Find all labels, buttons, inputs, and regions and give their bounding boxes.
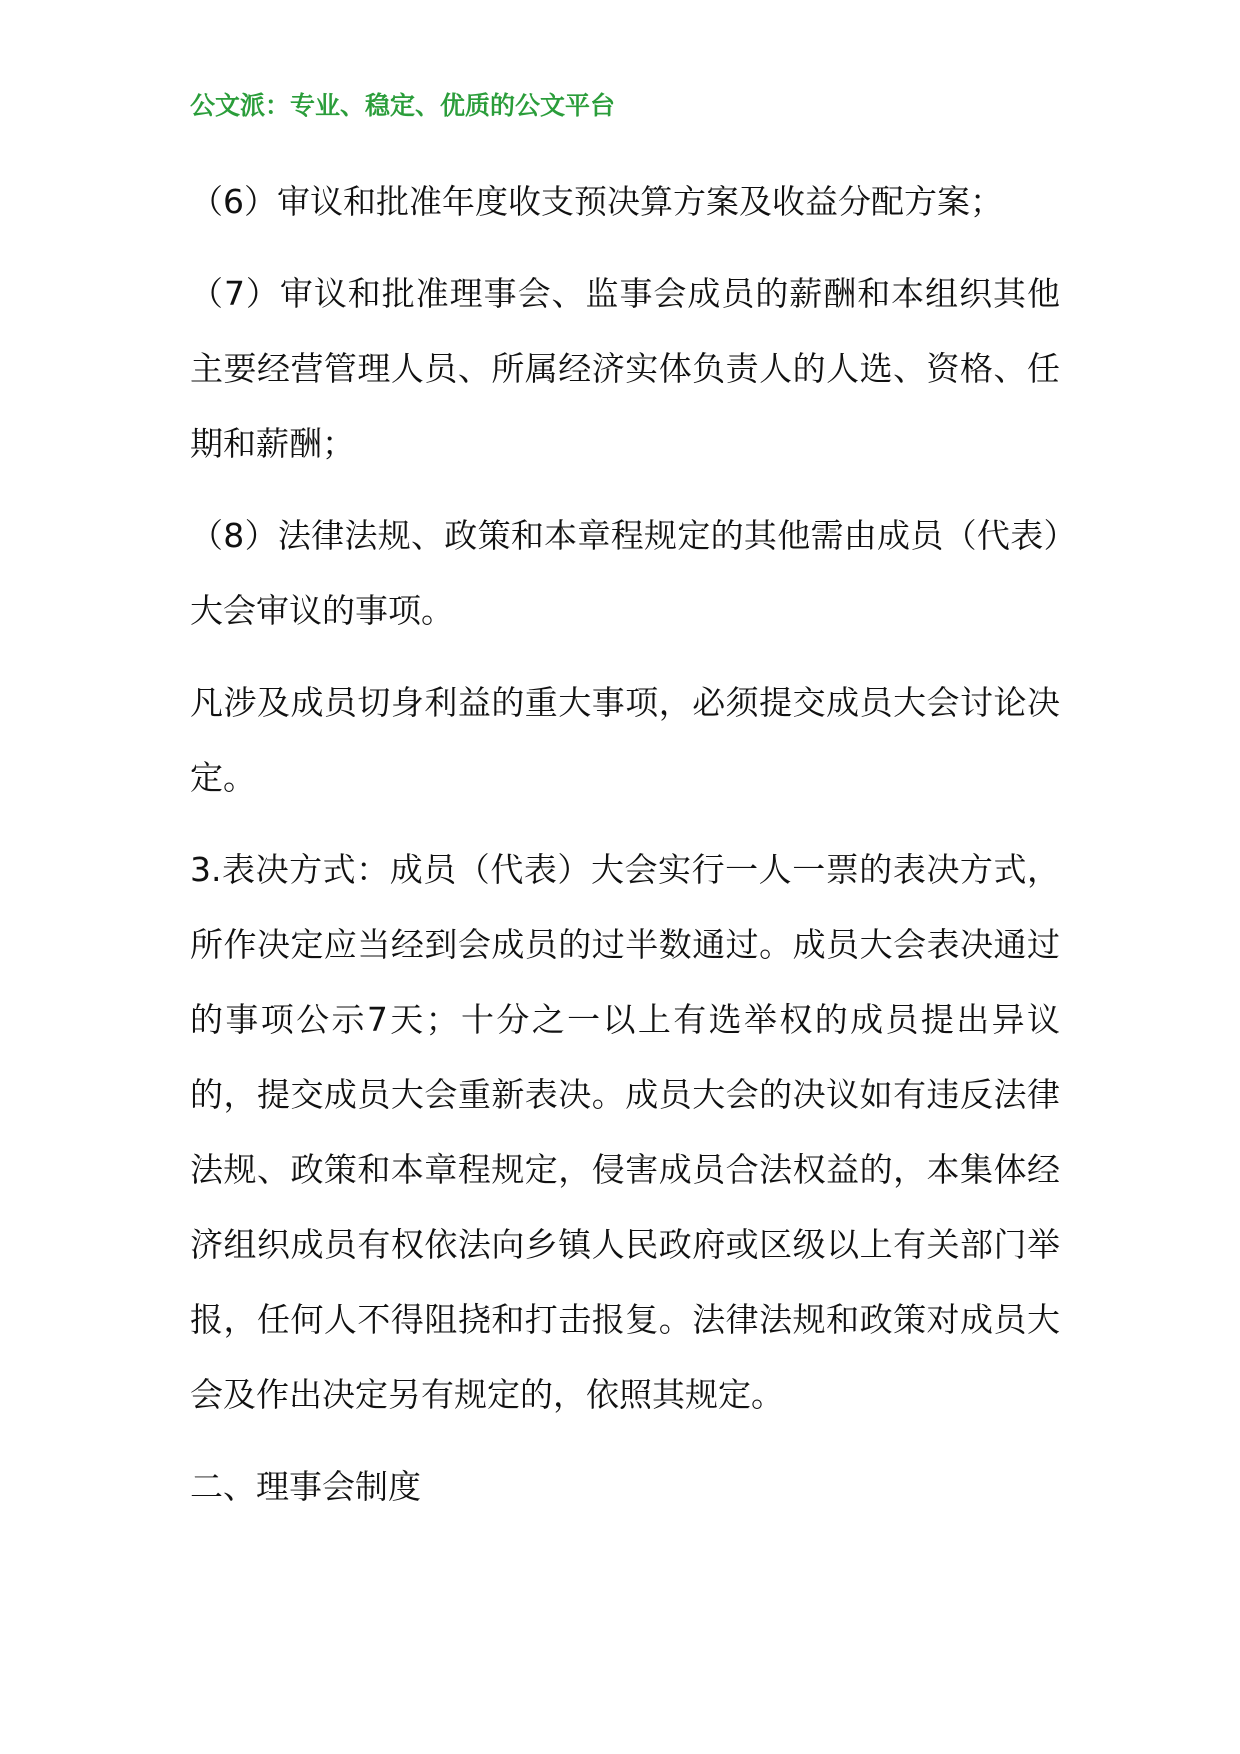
paragraph-item-6: （6）审议和批准年度收支预决算方案及收益分配方案；: [190, 182, 1003, 221]
paragraph-item-7: （7）审议和批准理事会、监事会成员的薪酬和本组织其他主要经营管理人员、所属经济实体负责人的人选、资格、任期和薪酬；: [190, 274, 1060, 463]
paragraph-major-matters: 凡涉及成员切身利益的重大事项，必须提交成员大会讨论决定。: [190, 683, 1060, 797]
paragraph-item-8: （8）法律法规、政策和本章程规定的其他需由成员（代表）大会审议的事项。: [190, 516, 1060, 630]
section-heading-board: 二、理事会制度: [190, 1467, 421, 1506]
header-title: 公文派：专业、稳定、优质的公文平台: [190, 91, 616, 120]
paragraph-voting-method: 3.表决方式：成员（代表）大会实行一人一票的表决方式，所作决定应当经到会成员的过半数通过。成员大会表决通过的事项公示7天；十分之一以上有选举权的成员提出异议的，提交成员大会重新表决。成员大会的决议如有违反法律法规、政策和本章程规定，侵害成员合法权益的，本集体经济组织成员有权依法向乡镇人民政府或区级以上有关部门举报，任何人不得阻挠和打击报复。法律法规和政策对成员大会及作出决定另有规定的，依照其规定。: [190, 850, 1060, 1414]
document-body: [190, 164, 1060, 1541]
